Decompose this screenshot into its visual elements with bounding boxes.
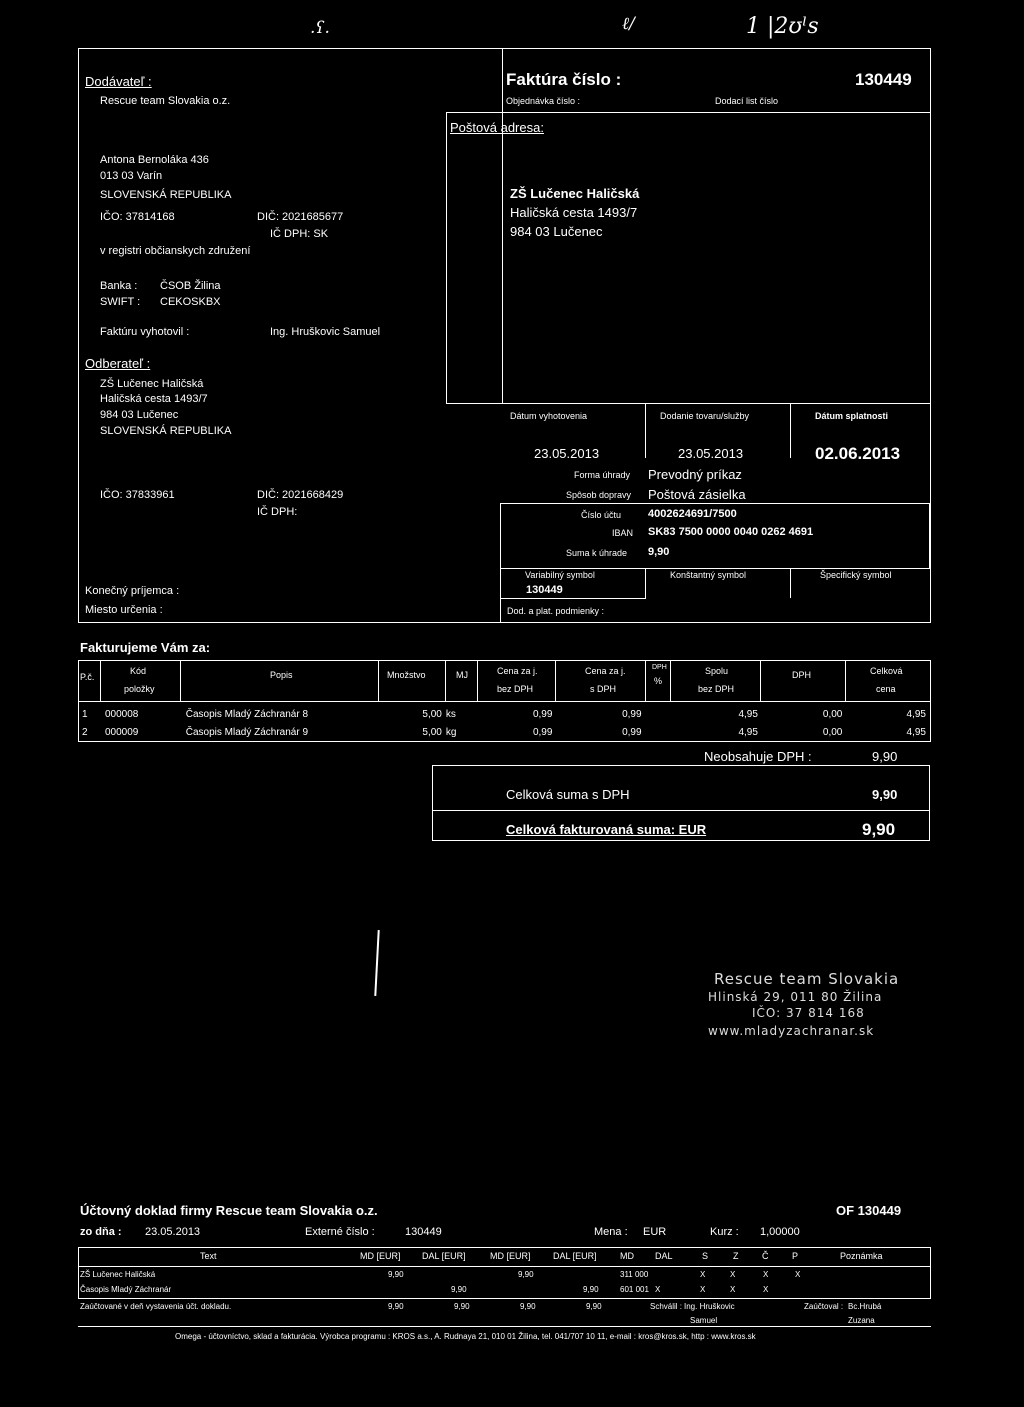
col-vat-pct: DPH	[652, 664, 667, 671]
customer-country: SLOVENSKÁ REPUBLIKA	[100, 425, 232, 437]
bank-name: ČSOB Žilina	[160, 280, 221, 292]
acc-cell: X	[730, 1285, 736, 1294]
item-code: 000008	[105, 708, 139, 720]
item-unit: ks	[445, 708, 456, 720]
invoice-number: 130449	[855, 70, 912, 89]
acc-header-cell: DAL [EUR]	[422, 1251, 466, 1261]
col-divider	[180, 660, 181, 702]
total-vat-value: 9,90	[872, 787, 898, 802]
col-divider	[845, 660, 846, 702]
divider	[78, 1326, 931, 1327]
acc-currency-label: Mena :	[594, 1226, 628, 1238]
divider	[645, 568, 646, 598]
no-vat-label: Neobsahuje DPH :	[704, 749, 812, 764]
acc-cell: Časopis Mladý Záchranár	[80, 1285, 172, 1294]
divider	[78, 741, 931, 742]
ks-label: Konštantný symbol	[670, 570, 747, 580]
invoice-title: Faktúra číslo :	[506, 70, 622, 89]
acc-header-cell: DAL	[655, 1251, 673, 1261]
divider	[930, 702, 931, 742]
supplier-street: Antona Bernoláka 436	[100, 154, 209, 166]
col-price-ex2: bez DPH	[497, 684, 534, 694]
handwritten-mark: .ʕ.	[310, 18, 330, 38]
acc-header-cell: Poznámka	[840, 1251, 883, 1261]
sum-label: Suma k úhrade	[566, 548, 628, 558]
supplier-dic: DIČ: 2021685677	[257, 211, 344, 223]
issuer-label: Faktúru vyhotovil :	[100, 326, 190, 338]
item-pc: 2	[82, 726, 88, 738]
acc-cell: 9,90	[518, 1270, 534, 1279]
divider	[446, 112, 931, 113]
iban-label: IBAN	[612, 528, 634, 538]
destination-label: Miesto určenia :	[85, 604, 163, 616]
acc-summary-2: 9,90	[454, 1302, 470, 1311]
ss-label: Špecifický symbol	[820, 570, 892, 580]
col-vat-pct2: %	[654, 676, 663, 686]
signature-stroke	[374, 930, 379, 996]
item-total: 4,95	[906, 726, 926, 738]
delivery-note-label: Dodací list číslo	[715, 96, 779, 106]
accounting-title: Účtovný doklad firmy Rescue team Slovakia o.z.	[80, 1203, 378, 1218]
table-row	[80, 723, 928, 741]
item-code: 000009	[105, 726, 139, 738]
account-number: 4002624691/7500	[648, 508, 737, 520]
customer-name: ZŠ Lučenec Haličská	[100, 378, 204, 390]
divider	[432, 810, 930, 811]
accounting-code: OF 130449	[836, 1203, 902, 1218]
acc-header-cell: S	[702, 1251, 709, 1261]
swift-code: CEKOSKBX	[160, 296, 221, 308]
shipping-method: Poštová zásielka	[648, 487, 746, 502]
supplier-name: Rescue team Slovakia o.z.	[100, 95, 231, 107]
col-qty: Množstvo	[387, 670, 426, 680]
no-vat-value: 9,90	[872, 749, 898, 764]
col-divider	[555, 660, 556, 702]
issued-date: 23.05.2013	[534, 446, 600, 461]
item-unit: kg	[445, 726, 457, 738]
item-desc: Časopis Mladý Záchranár 8	[185, 708, 309, 720]
customer-heading: Odberateľ :	[85, 356, 151, 371]
customer-ico: IČO: 37833961	[100, 489, 175, 501]
acc-header-cell: MD [EUR]	[360, 1251, 401, 1261]
divider	[446, 112, 447, 404]
item-price-inc: 0,99	[622, 708, 642, 720]
item-total: 4,95	[906, 708, 926, 720]
acc-booked-label: Zaúčtoval :	[804, 1302, 844, 1311]
acc-ext-label: Externé číslo :	[305, 1226, 375, 1238]
acc-cell: X	[730, 1270, 736, 1279]
acc-booked: Bc.Hrubá	[848, 1302, 882, 1311]
table-row	[80, 705, 928, 723]
acc-cell: 311 000	[620, 1270, 649, 1279]
acc-cell: X	[763, 1270, 769, 1279]
acc-cell: X	[795, 1270, 801, 1279]
due-date: 02.06.2013	[815, 444, 901, 463]
invoiced-label: Celková fakturovaná suma: EUR	[506, 822, 707, 837]
supplier-city: 013 03 Varín	[100, 170, 163, 182]
items-heading: Fakturujeme Vám za:	[80, 640, 211, 655]
col-divider	[477, 660, 478, 702]
col-total-ex2: bez DPH	[698, 684, 735, 694]
invoiced-value: 9,90	[862, 820, 896, 839]
acc-cell: 9,90	[583, 1285, 599, 1294]
col-total-ex: Spolu	[705, 666, 729, 676]
customer-icdph: IČ DPH:	[257, 506, 298, 518]
col-divider	[760, 660, 761, 702]
items-table	[80, 705, 928, 741]
acc-cell: X	[700, 1285, 706, 1294]
divider	[790, 568, 791, 598]
item-total-ex: 4,95	[738, 726, 758, 738]
handwritten-mark: ℓ/	[622, 14, 635, 34]
col-code2: položky	[124, 684, 155, 694]
col-vat: DPH	[792, 670, 812, 680]
issuer-name: Ing. Hruškovic Samuel	[270, 326, 381, 338]
acc-cell: 9,90	[388, 1270, 404, 1279]
acc-header-cell: Č	[762, 1251, 769, 1261]
delivered-label: Dodanie tovaru/služby	[660, 411, 750, 421]
item-vat-pct-blank	[644, 723, 671, 741]
col-price-inc2: s DPH	[590, 684, 617, 694]
acc-cell: ZŠ Lučenec Haličská	[80, 1270, 156, 1279]
col-divider	[645, 660, 646, 702]
acc-summary-1: 9,90	[388, 1302, 404, 1311]
acc-summary-3: 9,90	[520, 1302, 536, 1311]
acc-date: 23.05.2013	[145, 1226, 201, 1238]
supplier-icdph: IČ DPH: SK	[270, 228, 329, 240]
terms-label: Dod. a plat. podmienky :	[507, 606, 605, 616]
item-vat: 0,00	[822, 708, 843, 720]
shipping-label: Spôsob dopravy	[566, 490, 632, 500]
customer-dic: DIČ: 2021668429	[257, 489, 344, 501]
item-qty: 5,00	[422, 708, 442, 720]
item-price-ex: 0,99	[532, 726, 553, 738]
bank-label: Banka :	[100, 280, 138, 292]
col-total: Celková	[870, 666, 903, 676]
acc-cell: 9,90	[451, 1285, 467, 1294]
col-price-ex: Cena za j.	[497, 666, 538, 676]
acc-header-cell: MD	[620, 1251, 634, 1261]
acc-summary-4: 9,90	[586, 1302, 602, 1311]
postal-heading: Poštová adresa:	[450, 120, 544, 135]
final-recipient-label: Konečný príjemca :	[85, 585, 180, 597]
col-divider	[100, 660, 101, 702]
acc-ext: 130449	[405, 1226, 442, 1238]
col-divider	[378, 660, 379, 702]
col-desc: Popis	[270, 670, 293, 680]
item-price-ex: 0,99	[532, 708, 553, 720]
supplier-country: SLOVENSKÁ REPUBLIKA	[100, 189, 232, 201]
divider	[500, 598, 646, 599]
delivered-date: 23.05.2013	[678, 446, 744, 461]
supplier-heading: Dodávateľ :	[85, 74, 152, 89]
stamp-line3: IČO: 37 814 168	[752, 1006, 865, 1020]
col-divider	[445, 660, 446, 702]
item-total-ex: 4,95	[738, 708, 758, 720]
acc-rate-label: Kurz :	[710, 1226, 739, 1238]
divider	[78, 1266, 931, 1267]
col-divider	[670, 660, 671, 702]
vs-value: 130449	[526, 584, 563, 596]
col-price-inc: Cena za j.	[585, 666, 626, 676]
acc-approved-label: Schválil :	[650, 1302, 683, 1311]
postal-name: ZŠ Lučenec Haličská	[510, 186, 640, 201]
stamp-line1: Rescue team Slovakia	[714, 970, 900, 988]
item-price-inc: 0,99	[622, 726, 642, 738]
col-total2: cena	[876, 684, 896, 694]
postal-city: 984 03 Lučenec	[510, 224, 603, 239]
acc-header-cell: P	[792, 1251, 799, 1261]
acc-approved: Ing. Hruškovic	[684, 1302, 735, 1311]
postal-street: Haličská cesta 1493/7	[510, 205, 638, 220]
payment-form-label: Forma úhrady	[574, 470, 631, 480]
acc-header-cell: DAL [EUR]	[553, 1251, 597, 1261]
software-footer: Omega - účtovníctvo, sklad a fakturácia. Výrobca programu : KROS a.s., A. Rudnaya 21, 010 01 Žilina, tel. 041/707 10 11, e-mail : kros@kros.sk, http : www.kros.sk	[175, 1332, 756, 1341]
divider	[500, 568, 930, 569]
acc-booked2: Zuzana	[848, 1316, 875, 1325]
acc-cell: X	[763, 1285, 769, 1294]
col-unit: MJ	[456, 670, 468, 680]
supplier-registry: v registri občianskych združení	[100, 245, 251, 257]
acc-rate: 1,00000	[760, 1226, 800, 1238]
col-code: Kód	[130, 666, 147, 676]
divider	[502, 48, 503, 404]
order-number-label: Objednávka číslo :	[506, 96, 581, 106]
supplier-ico: IČO: 37814168	[100, 211, 175, 223]
item-pc: 1	[82, 708, 88, 720]
stamp-line4: www.mladyzachranar.sk	[708, 1024, 875, 1038]
acc-header-cell: MD [EUR]	[490, 1251, 531, 1261]
acc-header-cell: Text	[200, 1251, 217, 1261]
customer-street: Haličská cesta 1493/7	[100, 393, 208, 405]
divider	[446, 403, 931, 404]
account-label: Číslo účtu	[581, 510, 622, 520]
payment-form: Prevodný príkaz	[648, 467, 742, 482]
acc-currency: EUR	[643, 1226, 667, 1238]
item-vat-pct-blank	[644, 705, 671, 723]
issued-label: Dátum vyhotovenia	[510, 411, 588, 421]
divider	[78, 702, 79, 742]
acc-date-label: zo dňa :	[80, 1226, 122, 1238]
acc-cell: 601 001	[620, 1285, 649, 1294]
stamp-line2: Hlinská 29, 011 80 Žilina	[708, 990, 883, 1004]
acc-summary-label: Zaúčtované v deň vystavenia účt. dokladu.	[80, 1302, 232, 1311]
col-pc: P.č.	[80, 672, 95, 682]
customer-city: 984 03 Lučenec	[100, 409, 179, 421]
item-desc: Časopis Mladý Záchranár 9	[185, 726, 309, 738]
vs-label: Variabilný symbol	[525, 570, 595, 580]
acc-cell: X	[700, 1270, 706, 1279]
swift-label: SWIFT :	[100, 296, 141, 308]
item-vat: 0,00	[822, 726, 843, 738]
handwritten-mark: 1 |2ʊˡs	[746, 14, 819, 39]
sum-value: 9,90	[648, 546, 670, 558]
divider	[790, 404, 791, 458]
item-qty: 5,00	[422, 726, 442, 738]
total-vat-label: Celková suma s DPH	[506, 787, 630, 802]
divider	[500, 568, 501, 623]
iban-value: SK83 7500 0000 0040 0262 4691	[648, 526, 814, 538]
acc-approved2: Samuel	[690, 1316, 718, 1325]
acc-header-cell: Z	[733, 1251, 739, 1261]
divider	[645, 404, 646, 458]
acc-cell: X	[655, 1285, 661, 1294]
due-label: Dátum splatnosti	[815, 411, 889, 421]
